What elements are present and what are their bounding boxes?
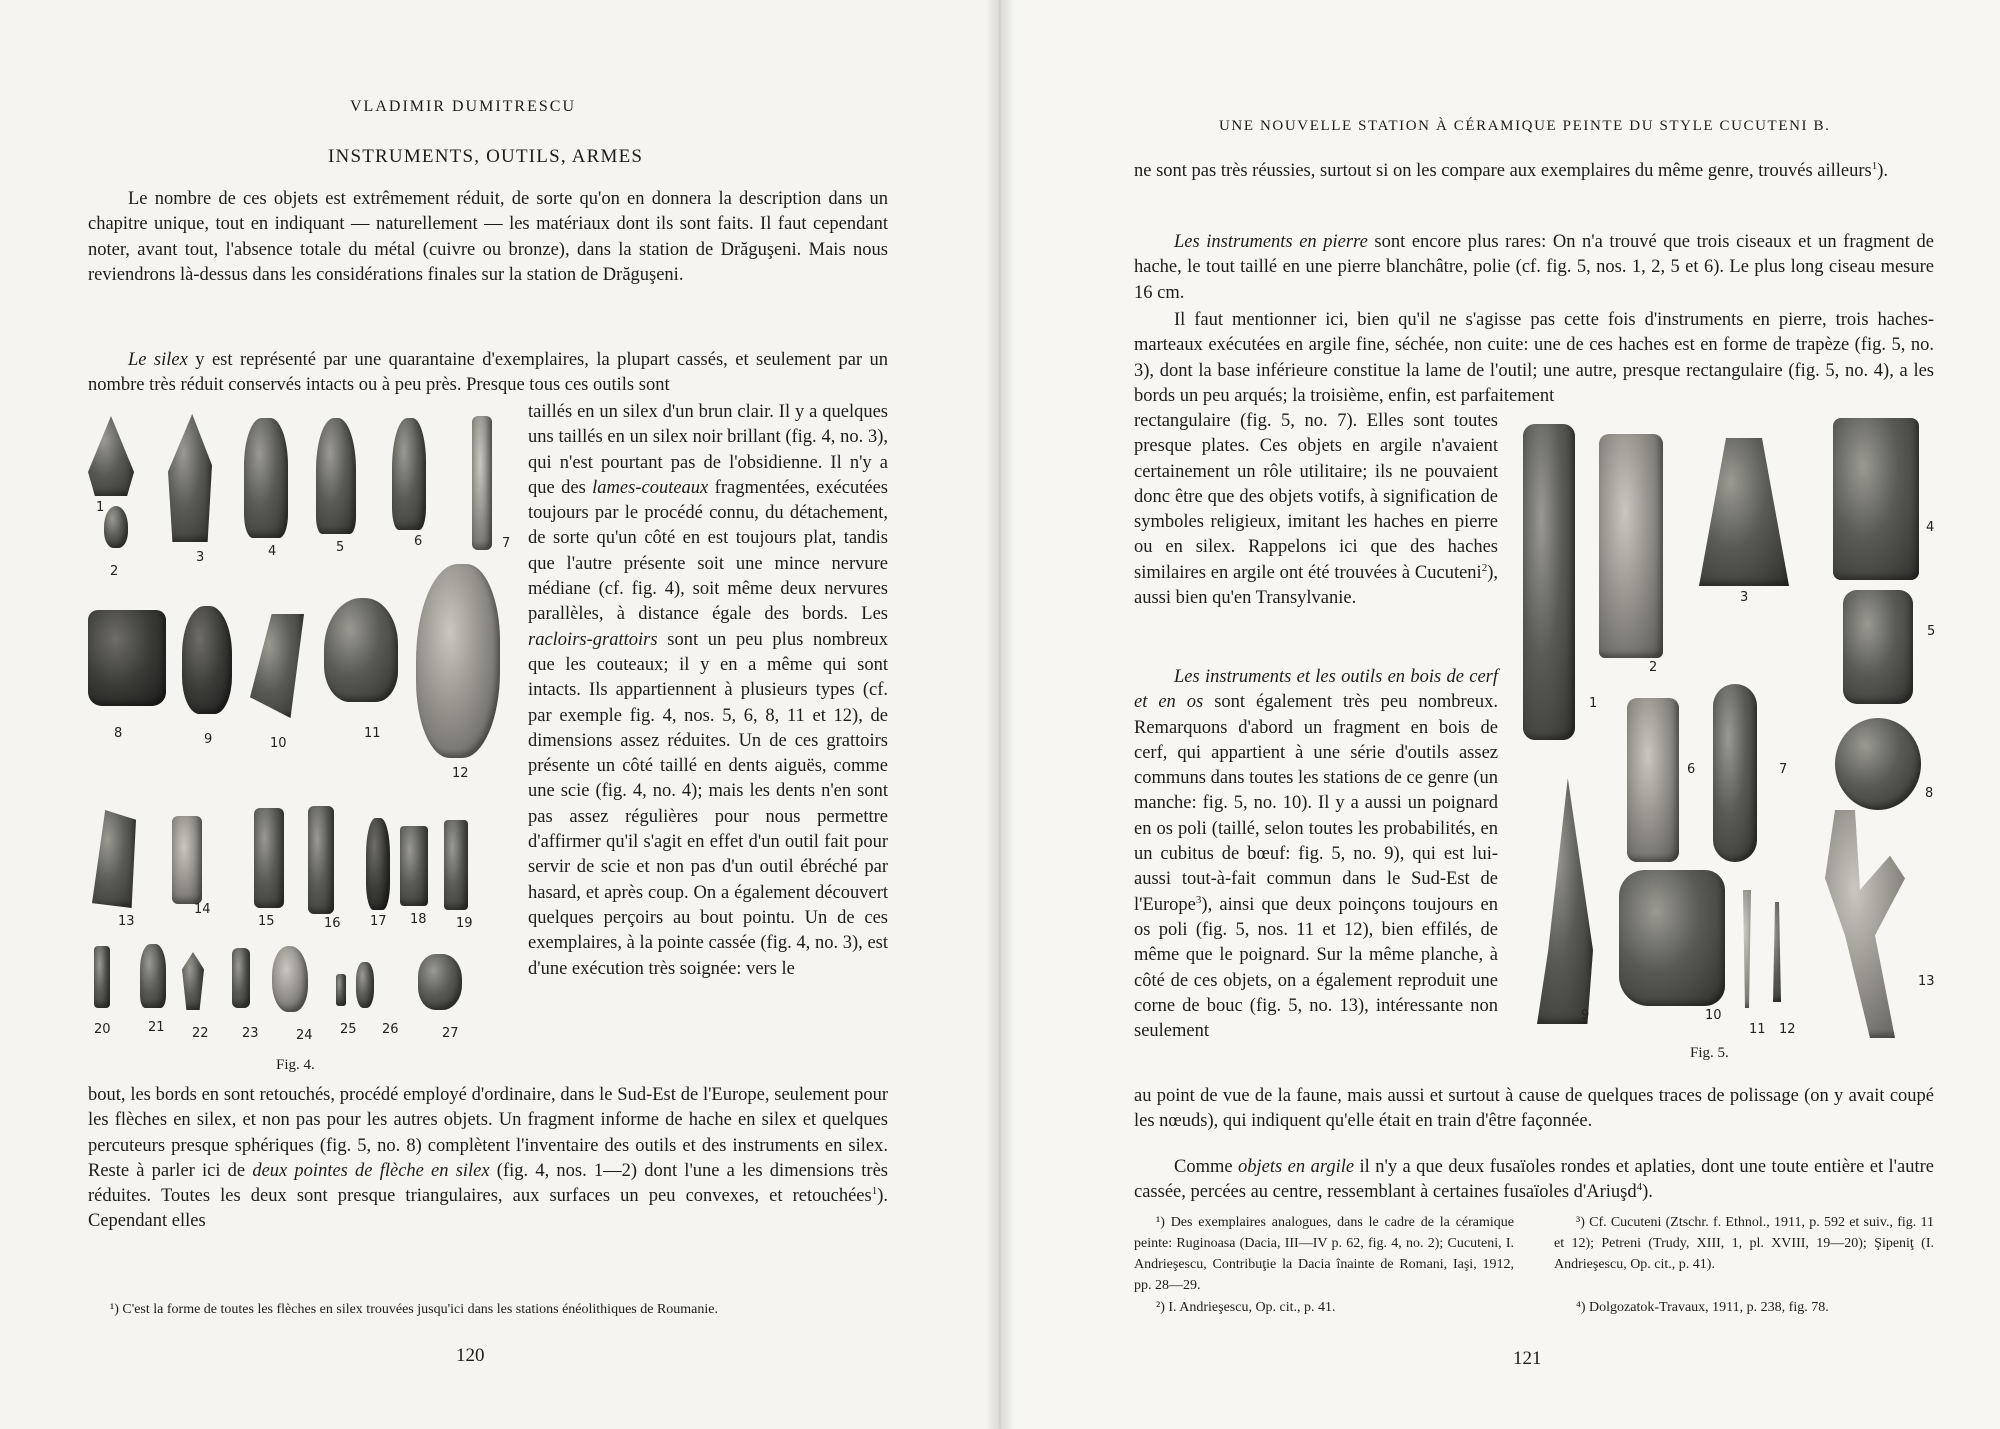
figure-label: 8 xyxy=(114,726,123,741)
right-page xyxy=(1000,0,2000,1429)
artifact-17 xyxy=(366,818,390,910)
figure-label: 1 xyxy=(96,500,105,515)
artifact-2 xyxy=(104,506,128,548)
figure-label: 4 xyxy=(268,544,277,559)
footnote: ¹) C'est la forme de toutes les flèches en silex trouvées jusqu'ici dans les stations énéolithiques de Roumanie. xyxy=(110,1302,718,1317)
figure-label: 7 xyxy=(1779,762,1788,777)
figure-label: 6 xyxy=(414,534,423,549)
figure-label: 5 xyxy=(336,540,345,555)
artifact-16 xyxy=(308,806,334,914)
figure-label: 16 xyxy=(324,916,341,931)
paragraph: Il faut mentionner ici, bien qu'il ne s'agisse pas cette fois d'instruments en pierre, trois haches-marteaux exécutées en argile fine, séchée, non cuite: une de ces haches est en forme de trapèze (fig. 5, no. 3), dont la base inférieure constitue la lame de l'outil; une autre, presque rectangulaire (fig. 5, no. 4), a les bords un peu arqués; la troisième, enfin, est parfaitement xyxy=(1134,310,1934,406)
paragraph: au point de vue de la faune, mais aussi et surtout à cause de quelques traces de polissage (on y avait coupé les nœuds), qui indiquent qu'elle était en train d'être façonnée. xyxy=(1134,1086,1934,1132)
figure-label: 13 xyxy=(1918,974,1935,989)
running-head: VLADIMIR DUMITRESCU xyxy=(350,98,576,115)
artifact-10 xyxy=(1619,870,1725,1006)
artifact-9 xyxy=(1537,778,1593,1024)
artifact-22 xyxy=(182,952,204,1010)
figure-caption: Fig. 5. xyxy=(1690,1045,1729,1061)
figure-label: 12 xyxy=(1779,1022,1796,1037)
figure-label: 23 xyxy=(242,1026,259,1041)
footnote: ²) I. Andrieşescu, Op. cit., p. 41. xyxy=(1156,1300,1336,1315)
paragraph: bout, les bords en sont retouchés, procédé employé d'ordinaire, dans le Sud-Est de l'Europe, seulement pour les flèches en silex, et non pas pour les autres objets. Un fragment informe de hache en silex et quelques percuteurs presque sphériques (fig. 5, no. 8) complètent l'inventaire des outils et des instruments en silex. Reste à parler ici de deux pointes de flèche en silex (fig. 4, nos. 1—2) dont l'une a les dimensions très réduites. Toutes les deux sont presque triangulaires, aux surfaces un peu convexes, et retouchées$^1$). Cependant elles xyxy=(88,1085,888,1232)
figure-label: 10 xyxy=(270,736,287,751)
artifact-12 xyxy=(1767,902,1787,1002)
artifact-26 xyxy=(356,962,374,1008)
book-gutter xyxy=(985,0,1015,1429)
page-number: 121 xyxy=(1513,1348,1542,1369)
figure-label: 1 xyxy=(1589,696,1598,711)
figure-label: 7 xyxy=(502,536,511,551)
artifact-11 xyxy=(324,598,398,702)
paragraph: Comme objets en argile il n'y a que deux fusaïoles rondes et aplaties, dont une toute entière et l'autre cassée, percées au centre, ressemblant à certaines fusaïoles d'Ariuşd$^4$). xyxy=(1134,1157,1934,1203)
artifact-21 xyxy=(140,944,166,1008)
artifact-11 xyxy=(1737,890,1757,1008)
figure-label: 24 xyxy=(296,1028,313,1043)
footnote: ¹) Des exemplaires analogues, dans le cadre de la céramique peinte: Ruginoasa (Dacia, III—IV p. 62, fig. 4, no. 2); Cucuteni, I. Andrieşescu, Contribuţie la Dacia înainte de Romani, Iaşi, 1912, pp. 28—29. xyxy=(1134,1215,1514,1293)
figure-label: 2 xyxy=(110,564,119,579)
figure-label: 15 xyxy=(258,914,275,929)
figure-4 xyxy=(84,402,514,1082)
figure-label: 14 xyxy=(194,902,211,917)
figure-label: 3 xyxy=(196,550,205,565)
figure-label: 5 xyxy=(1927,624,1936,639)
artifact-13 xyxy=(1815,810,1915,1038)
figure-label: 6 xyxy=(1687,762,1696,777)
figure-label: 19 xyxy=(456,916,473,931)
footnote: ³) Cf. Cucuteni (Ztschr. f. Ethnol., 1911, p. 592 et suiv., fig. 11 et 12); Petreni (Trudy, XIII, 1, pl. XVIII, 19—20); Şipeniţ (I. Andrieşescu, Op. cit., p. 41). xyxy=(1554,1215,1934,1272)
artifact-10 xyxy=(250,614,304,718)
figure-label: 21 xyxy=(148,1020,165,1035)
figure-label: 10 xyxy=(1705,1008,1722,1023)
artifact-20 xyxy=(94,946,110,1008)
artifact-7 xyxy=(472,416,492,550)
artifact-18 xyxy=(400,826,428,906)
artifact-3 xyxy=(1699,438,1789,586)
figure-label: 2 xyxy=(1649,660,1658,675)
artifact-27 xyxy=(418,954,462,1010)
figure-label: 8 xyxy=(1925,786,1934,801)
figure-label: 18 xyxy=(410,912,427,927)
running-head: UNE NOUVELLE STATION À CÉRAMIQUE PEINTE DU STYLE CUCUTENI B. xyxy=(1219,118,1831,134)
artifact-13 xyxy=(92,810,136,908)
figure-label: 13 xyxy=(118,914,135,929)
figure-caption: Fig. 4. xyxy=(276,1057,315,1073)
page-number: 120 xyxy=(456,1345,485,1366)
figure-label: 27 xyxy=(442,1026,459,1041)
artifact-6 xyxy=(1627,698,1679,862)
figure-label: 4 xyxy=(1926,520,1935,535)
artifact-8 xyxy=(88,610,166,706)
paragraph-column: rectangulaire (fig. 5, no. 7). Elles sont toutes presque plates. Ces objets en argile n'avaient certainement un rôle utilitaire; ils ne pouvaient donc être que des objets votifs, à signification de symboles religieux, imitant les haches en pierre ou en silex. Rappelons ici que des haches similaires en argile ont été trouvées à Cucuteni$^2$), aussi bien qu'en Transylvanie. xyxy=(1134,411,1498,609)
artifact-1 xyxy=(88,416,134,496)
artifact-7 xyxy=(1713,684,1757,862)
artifact-14 xyxy=(172,816,202,904)
artifact-4 xyxy=(244,418,288,538)
artifact-1 xyxy=(1523,424,1575,740)
artifact-23 xyxy=(232,948,250,1008)
figure-label: 3 xyxy=(1740,590,1749,605)
paragraph-column: Les instruments et les outils en bois de cerf et en os sont également très peu nombreux. Remarquons d'abord un fragment en bois de cerf, qui appartient à une série d'outils assez communs dans toutes les stations de ce genre (un manche: fig. 5, no. 10). Il y a aussi un poignard en os poli (taillé, selon toutes les probabilités, en un cubitus de bœuf: fig. 5, no. 9), qui est lui-aussi tout-à-fait commun dans le Sud-Est de l'Europe$^3$), ainsi que deux poinçons toujours en os poli (fig. 5, nos. 11 et 12), bien effilés, de même que le poignard. Sur la même planche, à côté de ces objets, on a également reproduit une corne de bouc (fig. 5, no. 13), intéressante non seulement xyxy=(1134,667,1498,1042)
artifact-3 xyxy=(168,414,212,542)
artifact-9 xyxy=(182,606,232,714)
section-title: INSTRUMENTS, OUTILS, ARMES xyxy=(328,146,644,167)
figure-label: 22 xyxy=(192,1026,209,1041)
figure-label: 9 xyxy=(1581,1008,1590,1023)
paragraph: Le silex y est représenté par une quarantaine d'exemplaires, la plupart cassés, et seulement par un nombre très réduit conservés intacts ou à peu près. Presque tous ces outils sont xyxy=(88,350,889,396)
artifact-24 xyxy=(272,946,308,1012)
figure-label: 11 xyxy=(1749,1022,1766,1037)
figure-label: 26 xyxy=(382,1022,399,1037)
artifact-8 xyxy=(1835,718,1921,810)
artifact-4 xyxy=(1833,418,1919,580)
figure-5 xyxy=(1515,418,1955,1048)
paragraph: ne sont pas très réussies, surtout si on les compare aux exemplaires du même genre, trouvés ailleurs$^1$). xyxy=(1134,159,1889,181)
paragraph: Les instruments en pierre sont encore plus rares: On n'a trouvé que trois ciseaux et un fragment de hache, le tout taillé en une pierre blanchâtre, polie (cf. fig. 5, nos. 1, 2, 5 et 6). Le plus long ciseau mesure 16 cm. xyxy=(1134,232,1934,303)
footnote: ⁴) Dolgozatok-Travaux, 1911, p. 238, fig. 78. xyxy=(1576,1300,1829,1315)
figure-label: 20 xyxy=(94,1022,111,1037)
figure-label: 9 xyxy=(204,732,213,747)
figure-label: 11 xyxy=(364,726,381,741)
artifact-2 xyxy=(1599,434,1663,658)
figure-label: 12 xyxy=(452,766,469,781)
artifact-5 xyxy=(1843,590,1913,704)
artifact-25 xyxy=(336,974,346,1006)
artifact-5 xyxy=(316,418,356,534)
figure-label: 17 xyxy=(370,914,387,929)
paragraph-column: taillés en un silex d'un brun clair. Il y a quelques uns taillés en un silex noir brillant (fig. 4, no. 3), qui n'est pourtant pas de l'obsidienne. Il n'y a que des lames-couteaux fragmentées, exécutées toujours par le procédé connu, du détachement, de sorte qu'un côté en est toujours plat, tandis que l'autre présente soit une mince nervure médiane (cf. fig. 4), soit même deux nervures parallèles, à distance égale des bords. Les racloirs-grattoirs sont un peu plus nombreux que les couteaux; il y en a même qui sont intacts. Ils appartiennent à plusieurs types (cf. par exemple fig. 4, nos. 5, 6, 8, 11 et 12), de dimensions assez réduites. Un de ces grattoirs présente un côté taillé en dents aiguës, comme une scie (fig. 4, no. 4); mais les dents n'en sont pas assez régulières pour nous permettre d'affirmer qu'il s'agit en effet d'un outil fait pour servir de scie et non pas d'un outil ébréché par hasard, et après coup. On a également découvert quelques perçoirs au bout pointu. Un de ces exemplaires, à la pointe cassée (fig. 4, no. 3), est d'une exécution très soignée: vers le xyxy=(528,402,888,979)
artifact-6 xyxy=(392,418,426,530)
artifact-15 xyxy=(254,808,284,908)
figure-label: 25 xyxy=(340,1022,357,1037)
paragraph: Le nombre de ces objets est extrêmement réduit, de sorte qu'on en donnera la description dans un chapitre unique, tout en indiquant — naturellement — les matériaux dont ils sont faits. Il faut cependant noter, avant tout, l'absence totale du métal (cuivre ou bronze), dans la station de Drăguşeni. Mais nous reviendrons là-dessus dans les considérations finales sur la station de Drăguşeni. xyxy=(88,189,888,285)
artifact-12 xyxy=(416,564,500,758)
artifact-19 xyxy=(444,820,468,910)
